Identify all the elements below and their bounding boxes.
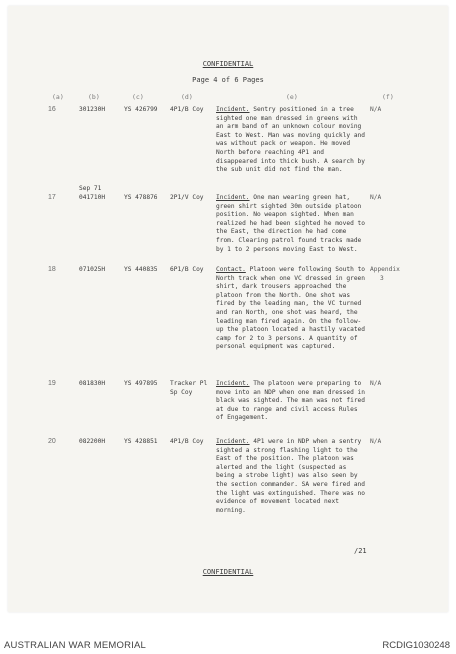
column-header-b: (b): [88, 93, 100, 101]
narrative-lead: Incident.: [216, 438, 250, 445]
serial-number: 17: [48, 194, 56, 201]
narrative-text: Sentry positioned in a tree sighted one man dressed in greens with an arm band of an unknown colour moving East to West. Man was moving quickly and was without pack or weapon. He moved North before reaching 4P1 and disappeared into thick bush. A search by the sub unit did not find the man.: [216, 106, 366, 174]
grid-reference: YS 478876: [124, 194, 158, 201]
grid-reference: YS 426799: [124, 106, 158, 113]
page-number: Page 4 of 6 Pages: [192, 76, 264, 84]
serial-number: 20: [48, 438, 56, 445]
reference: N/A: [370, 106, 382, 113]
month-year: Sep 71: [79, 185, 102, 192]
grid-reference: YS 440835: [124, 266, 158, 273]
date-time-group: 301230H: [79, 106, 106, 113]
narrative-lead: Incident.: [216, 106, 250, 113]
grid-reference: YS 497895: [124, 380, 158, 387]
column-header-f: (f): [382, 93, 394, 101]
narrative: [216, 266, 366, 352]
date-time-group: 082200H: [79, 438, 106, 445]
confidential-header: CONFIDENTIAL: [202, 60, 254, 68]
archive-name: AUSTRALIAN WAR MEMORIAL: [4, 640, 147, 651]
confidential-footer: CONFIDENTIAL: [202, 568, 254, 576]
continuation-marker: /21: [354, 547, 367, 555]
serial-number: 16: [48, 106, 56, 113]
narrative: [216, 194, 366, 254]
date-time-group: 071025H: [79, 266, 106, 273]
unit: Tracker Pl: [170, 380, 208, 387]
reference: N/A: [370, 380, 382, 387]
unit: 6P1/B Coy: [170, 266, 204, 273]
narrative-lead: Incident.: [216, 380, 250, 387]
column-header-d: (d): [181, 93, 193, 101]
reference: Appendix: [370, 266, 400, 273]
record-id: RCDIG1030248: [382, 640, 450, 651]
column-header-a: (a): [52, 93, 64, 101]
grid-reference: YS 428851: [124, 438, 158, 445]
narrative-text: Platoon were following South to North track when one VC dressed in green shirt, dark trousers approached the platoon from the North. One shot was fired by the leading man, the VC turned and ran North, one shot was heard, the leading man fired again. On the follow-up the platoon located a hastily vacated camp for 2 to 3 persons. A quantity of personal equipment was captured.: [216, 266, 366, 351]
narrative-text: 4P1 were in NDP when a sentry sighted a strong flashing light to the East of the position. The platoon was alerted and the light (suspected as being a strobe light) was also seen by the section commander. SA were fired and the light was extinguished. There was no evidence of movement located next morning.: [216, 438, 366, 514]
narrative-lead: Contact.: [216, 266, 246, 273]
archive-caption-bar: [0, 638, 456, 654]
reference: N/A: [370, 438, 382, 445]
date-time-group: 081830H: [79, 380, 106, 387]
narrative-text: The platoon were preparing to move into an NDP when one man dressed in black was sighted. The man was not fired at due to range and civil access Rules of Engagement.: [216, 380, 366, 422]
reference-number: 3: [380, 275, 384, 282]
column-header-c: (c): [132, 93, 144, 101]
narrative: [216, 380, 366, 423]
narrative: [216, 438, 366, 515]
document-page: [8, 6, 448, 612]
date-time-group: 041710H: [79, 194, 106, 201]
narrative: [216, 106, 366, 175]
unit: 2P1/V Coy: [170, 194, 204, 201]
serial-number: 19: [48, 380, 56, 387]
narrative-text: One man wearing green hat, green shirt sighted 30m outside platoon position. No weapon sighted. When man realized he had been sighted he moved to the East, the direction he had come from. Clearing patrol found tracks made by 1 to 2 persons moving East to West.: [216, 194, 366, 253]
column-header-e: (e): [286, 93, 298, 101]
narrative-lead: Incident.: [216, 194, 250, 201]
unit: 4P1/B Coy: [170, 106, 204, 113]
unit: 4P1/B Coy: [170, 438, 204, 445]
serial-number: 18: [48, 266, 56, 273]
reference: N/A: [370, 194, 382, 201]
unit-line-2: Sp Coy: [170, 389, 193, 396]
